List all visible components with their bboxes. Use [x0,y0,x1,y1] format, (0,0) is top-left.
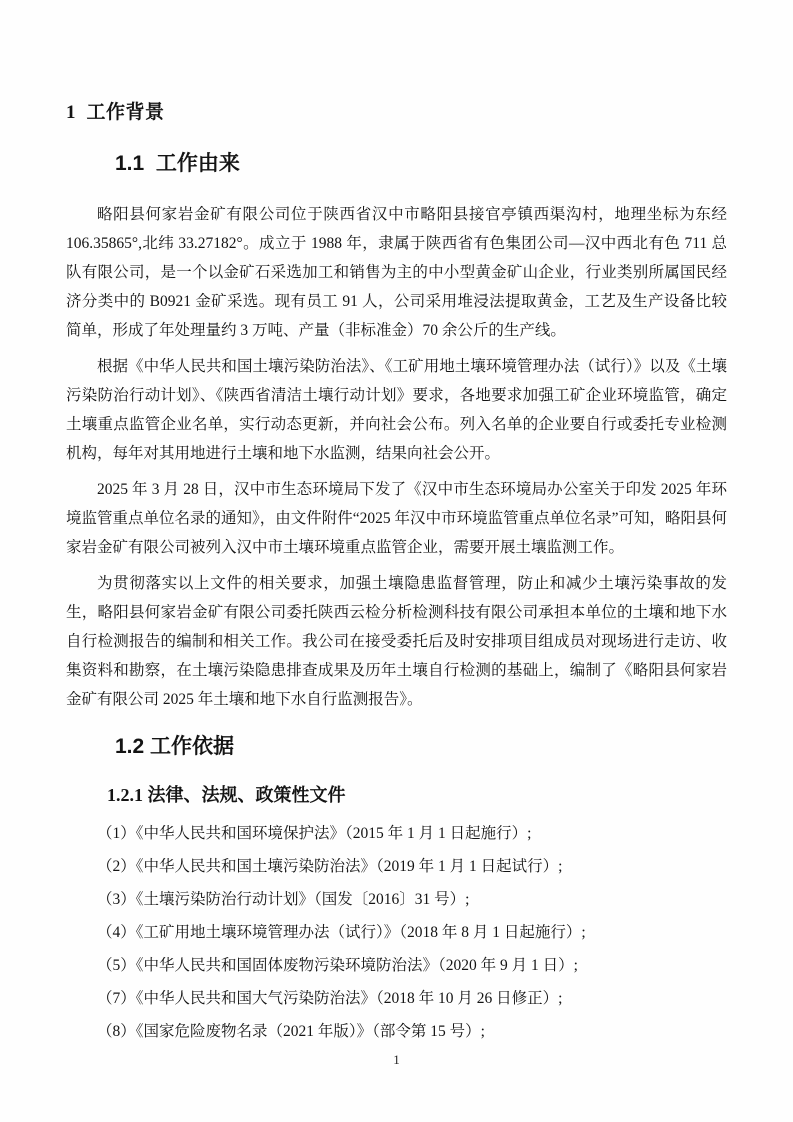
paragraph-company-intro: 略阳县何家岩金矿有限公司位于陕西省汉中市略阳县接官亭镇西渠沟村，地理坐标为东经 106.35865°,北纬 33.27182°。成立于 1988 年，隶属于陕西省有色集团公司—汉中西北有色 711 总队有限公司，是一个以金矿石采选加工和销售为主的中小型黄金矿山企业，行业类别所属国民经济分类中的 B0921 金矿采选。现有员工 91 人，公司采用堆浸法提取黄金，工艺及生产设备比较简单，形成了年处理量约 3 万吨、产量（非标准金）70 余公斤的生产线。 [66,206,727,339]
legal-item: （4）《工矿用地土壤环境管理办法（试行）》（2018 年 8 月 1 日起施行）; [97,924,586,941]
section-heading-1-2-1: 1.2.1 法律、法规、政策性文件 [107,785,346,805]
page-number: 1 [393,1052,400,1067]
section-heading-1-1: 1.1 工作由来 [115,152,240,175]
legal-item: （3）《土壤污染防治行动计划》（国发〔2016〕31 号）; [97,891,470,908]
legal-item: （7）《中华人民共和国大气污染防治法》（2018 年 10 月 26 日修正）; [97,990,563,1007]
legal-documents-list [66,817,727,1048]
legal-item: （2）《中华人民共和国土壤污染防治法》（2019 年 1 月 1 日起试行）; [97,858,563,875]
paragraph-commission: 为贯彻落实以上文件的相关要求，加强土壤隐患监督管理，防止和减少土壤污染事故的发生，略阳县何家岩金矿有限公司委托陕西云检分析检测科技有限公司承担本单位的土壤和地下水自行检测报告的编制和相关工作。我公司在接受委托后及时安排项目组成员对现场进行走访、收集资料和勘察，在土壤污染隐患排查成果及历年土壤自行检测的基础上，编制了《略阳县何家岩金矿有限公司 2025 年土壤和地下水自行监测报告》。 [66,575,727,708]
legal-item: （5）《中华人民共和国固体废物污染环境防治法》（2020 年 9 月 1 日）; [97,957,578,974]
section-heading-1: 1 工作背景 [66,102,165,123]
legal-item: （8）《国家危险废物名录（2021 年版）》（部令第 15 号）; [97,1023,485,1040]
paragraph-regulation-requirements: 根据《中华人民共和国土壤污染防治法》、《工矿用地土壤环境管理办法（试行）》以及《土壤污染防治行动计划》、《陕西省清洁土壤行动计划》要求，各地要求加强工矿企业环境监管，确定土壤重点监管企业名单，实行动态更新，并向社会公布。列入名单的企业要自行或委托专业检测机构，每年对其用地进行土壤和地下水监测，结果向社会公开。 [66,358,727,462]
paragraph-notice-2025: 2025 年 3 月 28 日，汉中市生态环境局下发了《汉中市生态环境局办公室关于印发 2025 年环境监管重点单位名录的通知》，由文件附件“2025 年汉中市环境监管重点单位名录”可知，略阳县何家岩金矿有限公司被列入汉中市土壤环境重点监管企业，需要开展土壤监测工作。 [66,481,727,556]
legal-item: （1）《中华人民共和国环境保护法》（2015 年 1 月 1 日起施行）; [97,825,532,842]
section-heading-1-2: 1.2 工作依据 [115,735,235,758]
